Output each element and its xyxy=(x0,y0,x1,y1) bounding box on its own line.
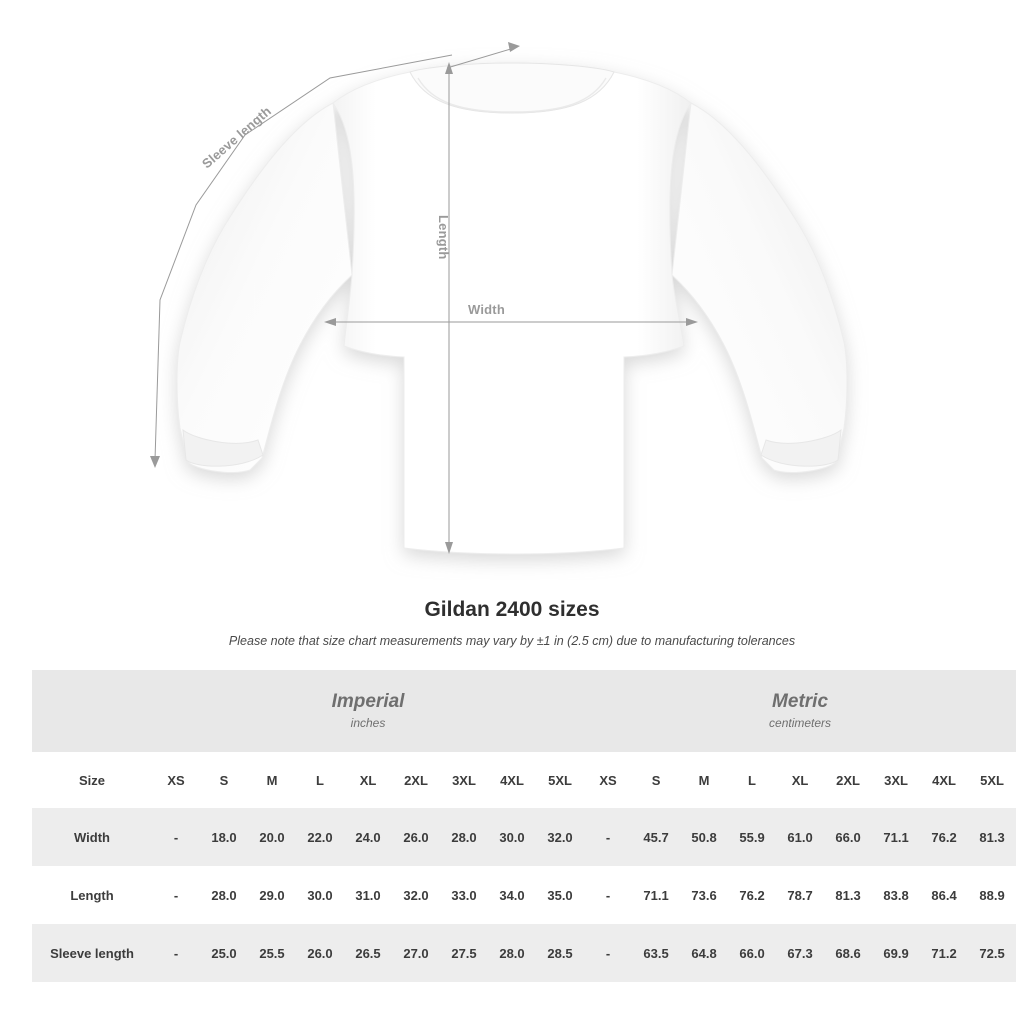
tolerance-note: Please note that size chart measurements may vary by ±1 in (2.5 cm) due to manufacturing tolerances xyxy=(228,634,796,648)
cell-width-imperial-l: 22.0 xyxy=(296,808,344,866)
cell-width-imperial-m: 20.0 xyxy=(248,808,296,866)
cell-sleeve-imperial-2xl: 27.0 xyxy=(392,924,440,982)
unit-header-row xyxy=(32,670,1016,752)
page-title: Gildan 2400 sizes xyxy=(424,598,600,621)
cell-width-metric-xs: - xyxy=(584,808,632,866)
cell-width-metric-3xl: 71.1 xyxy=(872,808,920,866)
size-header-label: Size xyxy=(32,752,152,808)
size-header-imperial-xl: XL xyxy=(344,752,392,808)
row-label-width: Width xyxy=(32,808,152,866)
title-block xyxy=(0,598,1024,648)
cell-length-metric-2xl: 81.3 xyxy=(824,866,872,924)
label-length: Length xyxy=(436,215,451,260)
cell-width-metric-2xl: 66.0 xyxy=(824,808,872,866)
cell-length-imperial-m: 29.0 xyxy=(248,866,296,924)
cell-width-imperial-5xl: 32.0 xyxy=(536,808,584,866)
label-width: Width xyxy=(468,302,505,317)
size-header-metric-xs: XS xyxy=(584,752,632,808)
cell-width-metric-5xl: 81.3 xyxy=(968,808,1016,866)
cell-length-metric-s: 71.1 xyxy=(632,866,680,924)
row-label-length: Length xyxy=(32,866,152,924)
cell-length-metric-3xl: 83.8 xyxy=(872,866,920,924)
cell-length-metric-xl: 78.7 xyxy=(776,866,824,924)
size-header-imperial-m: M xyxy=(248,752,296,808)
size-header-imperial-2xl: 2XL xyxy=(392,752,440,808)
cell-sleeve-imperial-4xl: 28.0 xyxy=(488,924,536,982)
label-sleeve-length: Sleeve length xyxy=(199,103,275,172)
cell-sleeve-metric-3xl: 69.9 xyxy=(872,924,920,982)
cell-length-imperial-l: 30.0 xyxy=(296,866,344,924)
cell-length-imperial-4xl: 34.0 xyxy=(488,866,536,924)
cell-length-imperial-xs: - xyxy=(152,866,200,924)
size-header-imperial-xs: XS xyxy=(152,752,200,808)
size-header-imperial-4xl: 4XL xyxy=(488,752,536,808)
cell-width-metric-4xl: 76.2 xyxy=(920,808,968,866)
size-header-metric-4xl: 4XL xyxy=(920,752,968,808)
cell-sleeve-imperial-s: 25.0 xyxy=(200,924,248,982)
cell-sleeve-metric-5xl: 72.5 xyxy=(968,924,1016,982)
size-header-imperial-l: L xyxy=(296,752,344,808)
cell-length-imperial-s: 28.0 xyxy=(200,866,248,924)
unit-sub-metric: centimeters xyxy=(769,716,832,731)
cell-sleeve-metric-l: 66.0 xyxy=(728,924,776,982)
size-header-metric-xl: XL xyxy=(776,752,824,808)
size-chart-table-wrap xyxy=(32,670,1005,982)
size-header-imperial-5xl: 5XL xyxy=(536,752,584,808)
table-row xyxy=(32,866,1016,924)
table-row xyxy=(32,924,1016,982)
cell-width-metric-m: 50.8 xyxy=(680,808,728,866)
cell-length-metric-5xl: 88.9 xyxy=(968,866,1016,924)
size-header-imperial-3xl: 3XL xyxy=(440,752,488,808)
cell-sleeve-imperial-5xl: 28.5 xyxy=(536,924,584,982)
cell-width-imperial-xl: 24.0 xyxy=(344,808,392,866)
size-header-metric-3xl: 3XL xyxy=(872,752,920,808)
cell-sleeve-metric-s: 63.5 xyxy=(632,924,680,982)
table-row xyxy=(32,808,1016,866)
size-header-metric-5xl: 5XL xyxy=(968,752,1016,808)
cell-width-metric-s: 45.7 xyxy=(632,808,680,866)
cell-length-metric-m: 73.6 xyxy=(680,866,728,924)
cell-length-imperial-2xl: 32.0 xyxy=(392,866,440,924)
cell-length-metric-4xl: 86.4 xyxy=(920,866,968,924)
cell-width-imperial-xs: - xyxy=(152,808,200,866)
cell-sleeve-metric-xs: - xyxy=(584,924,632,982)
size-header-row xyxy=(32,752,1016,808)
cell-sleeve-imperial-l: 26.0 xyxy=(296,924,344,982)
size-header-metric-m: M xyxy=(680,752,728,808)
unit-header-metric xyxy=(584,670,1016,752)
unit-sub-imperial: inches xyxy=(350,716,386,731)
size-header-imperial-s: S xyxy=(200,752,248,808)
size-header-metric-s: S xyxy=(632,752,680,808)
cell-length-metric-xs: - xyxy=(584,866,632,924)
cell-length-imperial-xl: 31.0 xyxy=(344,866,392,924)
cell-sleeve-metric-2xl: 68.6 xyxy=(824,924,872,982)
cell-length-metric-l: 76.2 xyxy=(728,866,776,924)
cell-length-imperial-5xl: 35.0 xyxy=(536,866,584,924)
cell-sleeve-imperial-3xl: 27.5 xyxy=(440,924,488,982)
cell-width-imperial-3xl: 28.0 xyxy=(440,808,488,866)
size-chart-table xyxy=(32,670,1016,982)
cell-width-metric-xl: 61.0 xyxy=(776,808,824,866)
unit-header-spacer xyxy=(32,670,152,752)
size-header-metric-l: L xyxy=(728,752,776,808)
cell-sleeve-imperial-xl: 26.5 xyxy=(344,924,392,982)
row-label-sleeve-length: Sleeve length xyxy=(32,924,152,982)
unit-name-imperial: Imperial xyxy=(331,690,405,712)
cell-sleeve-imperial-xs: - xyxy=(152,924,200,982)
cell-sleeve-metric-m: 64.8 xyxy=(680,924,728,982)
cell-sleeve-metric-xl: 67.3 xyxy=(776,924,824,982)
cell-sleeve-metric-4xl: 71.2 xyxy=(920,924,968,982)
size-header-metric-2xl: 2XL xyxy=(824,752,872,808)
cell-width-metric-l: 55.9 xyxy=(728,808,776,866)
cell-width-imperial-2xl: 26.0 xyxy=(392,808,440,866)
unit-header-imperial xyxy=(152,670,584,752)
unit-name-metric: Metric xyxy=(772,690,829,712)
cell-width-imperial-4xl: 30.0 xyxy=(488,808,536,866)
cell-sleeve-imperial-m: 25.5 xyxy=(248,924,296,982)
cell-width-imperial-s: 18.0 xyxy=(200,808,248,866)
cell-length-imperial-3xl: 33.0 xyxy=(440,866,488,924)
